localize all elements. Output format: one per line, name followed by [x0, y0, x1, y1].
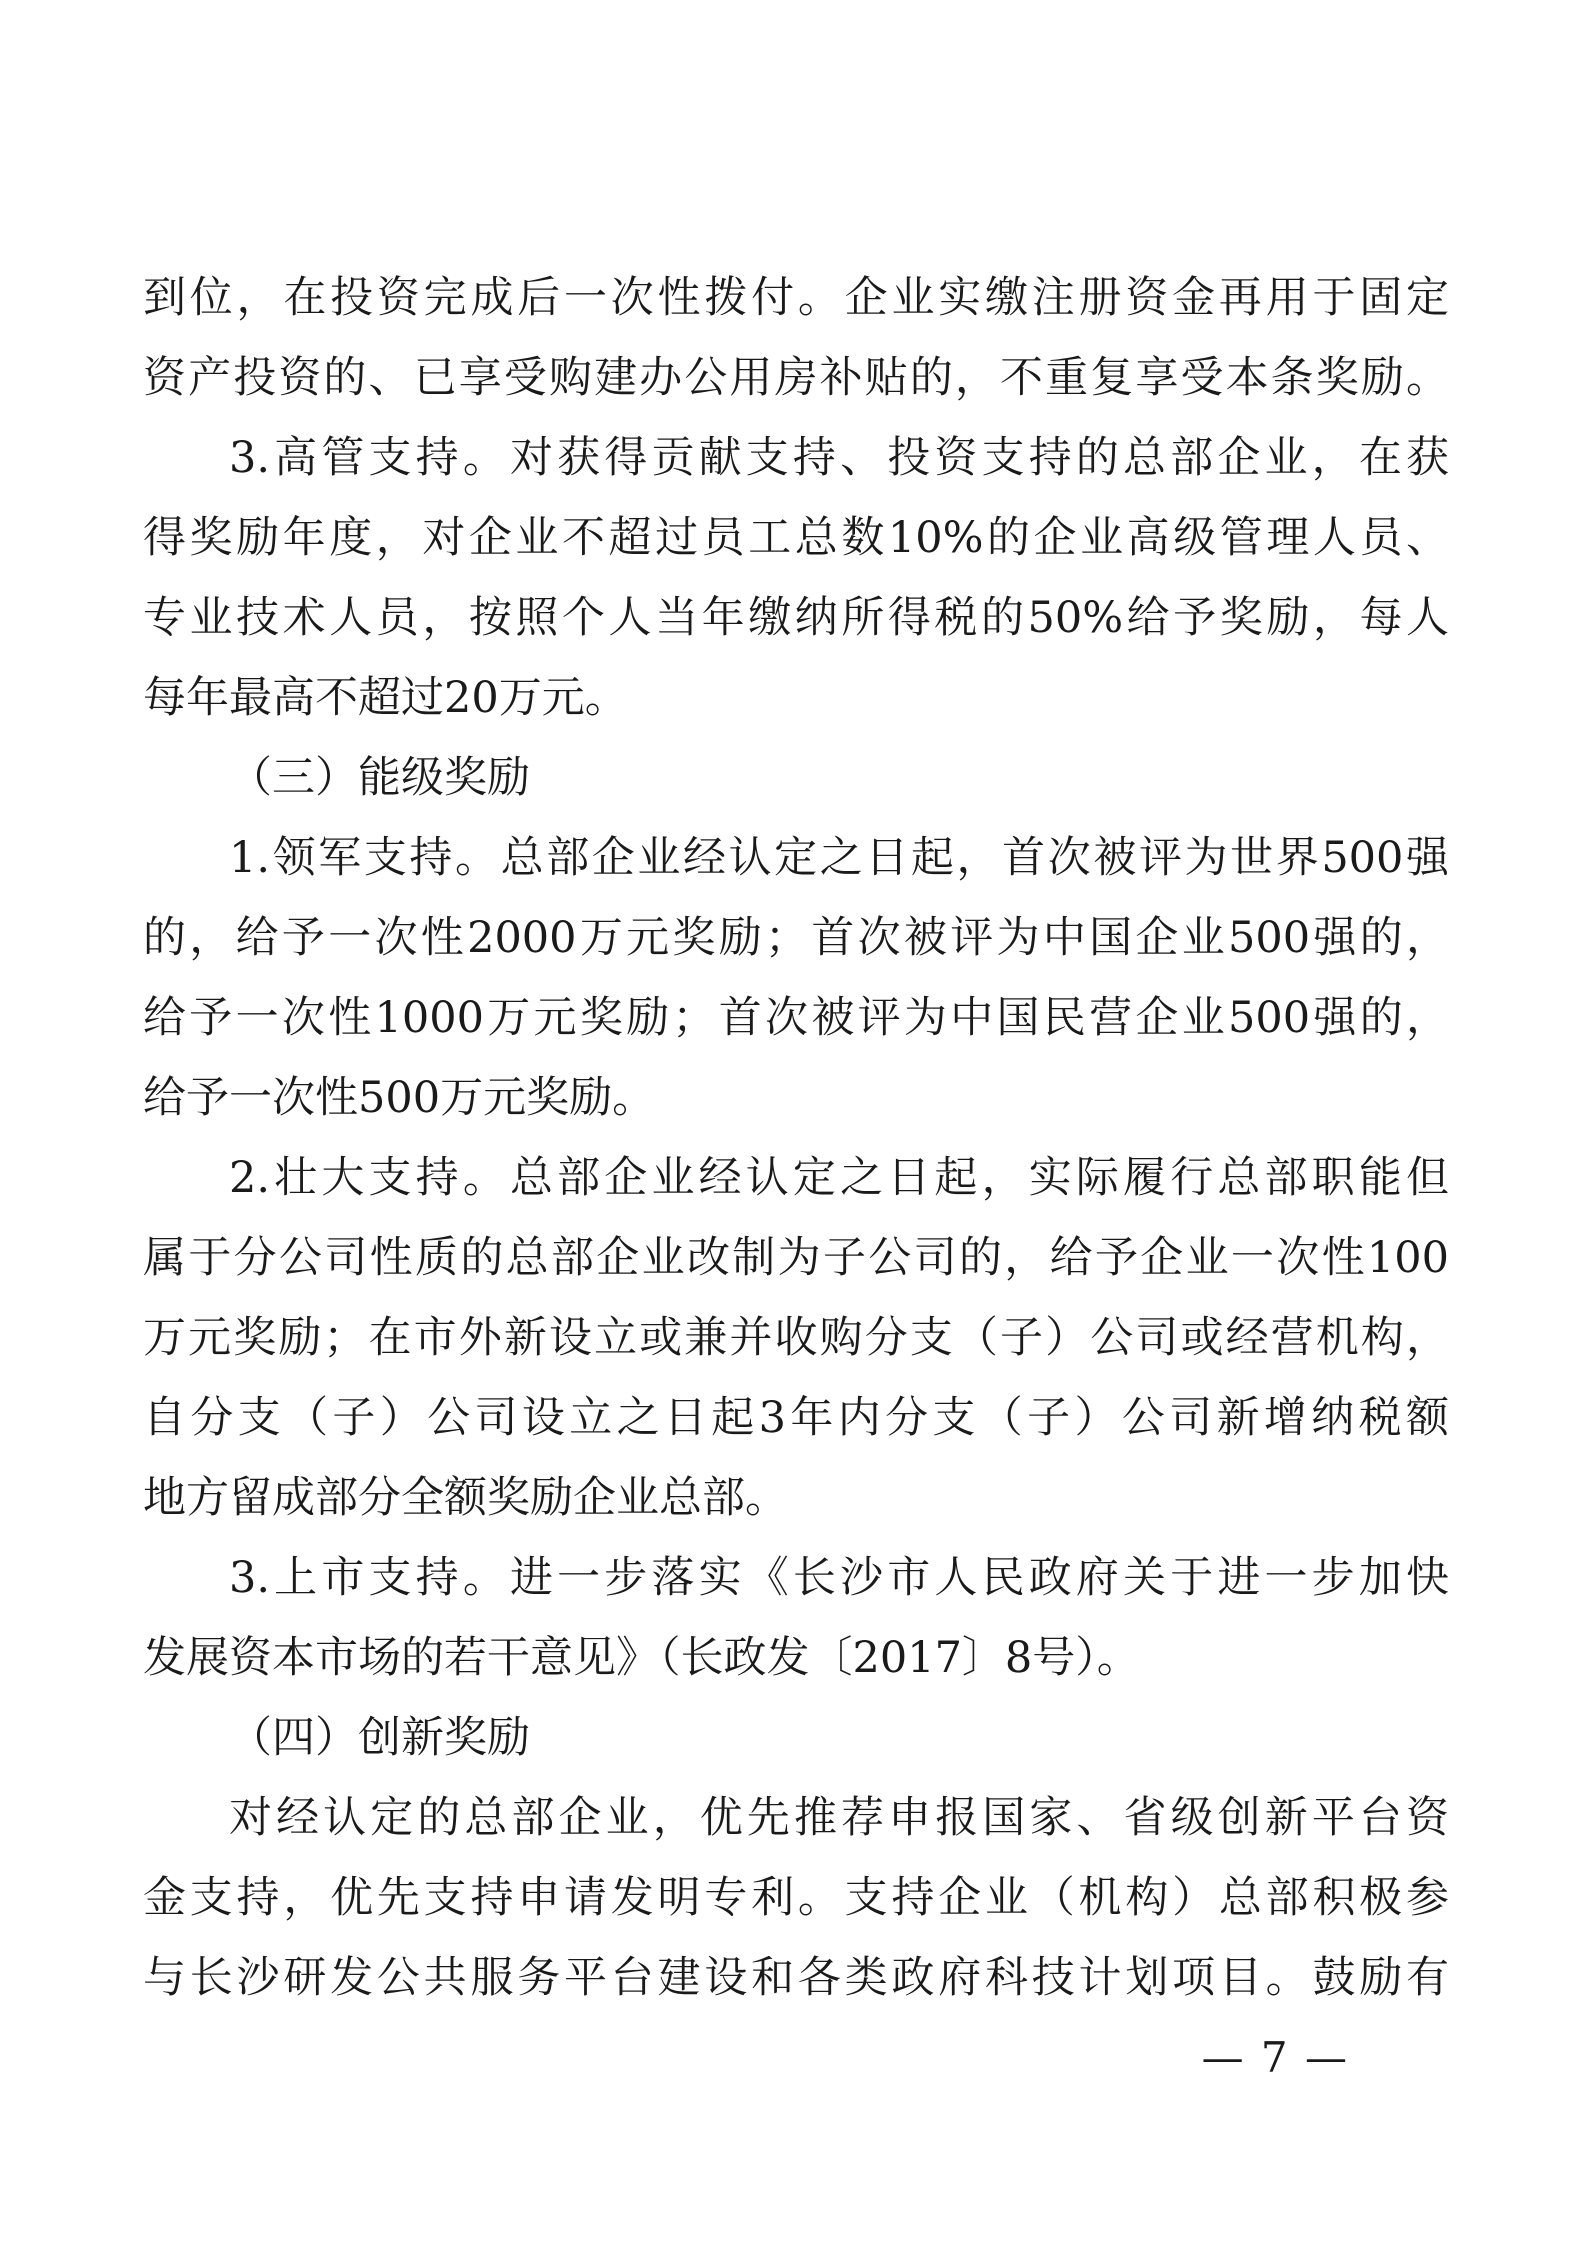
page-number: — 7 —: [1201, 2033, 1349, 2082]
text-line: 给予一次性1000万元奖励；首次被评为中国民营企业500强的，: [143, 993, 1449, 1043]
text-line: 给予一次性500万元奖励。: [143, 1073, 656, 1123]
text-line: 每年最高不超过20万元。: [143, 673, 628, 723]
text-line: 万元奖励；在市外新设立或兼并收购分支（子）公司或经营机构，: [143, 1313, 1449, 1363]
text-line: 专业技术人员，按照个人当年缴纳所得税的50%给予奖励，每人: [143, 593, 1449, 643]
text-line: 发展资本市场的若干意见》（长政发〔2017〕8号）。: [143, 1633, 1140, 1683]
text-line: 对经认定的总部企业，优先推荐申报国家、省级创新平台资: [229, 1793, 1449, 1843]
text-line: 金支持，优先支持申请发明专利。支持企业（机构）总部积极参: [143, 1873, 1449, 1923]
section-heading: （三）能级奖励: [229, 753, 530, 803]
section-heading: （四）创新奖励: [229, 1713, 530, 1763]
text-line: 得奖励年度，对企业不超过员工总数10%的企业高级管理人员、: [143, 513, 1449, 563]
text-line: 到位，在投资完成后一次性拨付。企业实缴注册资金再用于固定: [143, 273, 1449, 323]
text-line: 1.领军支持。总部企业经认定之日起，首次被评为世界500强: [229, 833, 1449, 883]
text-block: [143, 258, 1449, 2018]
text-line: 与长沙研发公共服务平台建设和各类政府科技计划项目。鼓励有: [143, 1953, 1449, 2003]
text-line: 自分支（子）公司设立之日起3年内分支（子）公司新增纳税额: [143, 1393, 1449, 1443]
text-line: 资产投资的、已享受购建办公用房补贴的，不重复享受本条奖励。: [143, 353, 1449, 403]
text-line: 属于分公司性质的总部企业改制为子公司的，给予企业一次性100: [143, 1233, 1449, 1283]
text-line: 2.壮大支持。总部企业经认定之日起，实际履行总部职能但: [229, 1153, 1449, 1203]
text-line: 3.高管支持。对获得贡献支持、投资支持的总部企业，在获: [229, 433, 1449, 483]
text-line: 地方留成部分全额奖励企业总部。: [143, 1473, 788, 1523]
text-line: 的，给予一次性2000万元奖励；首次被评为中国企业500强的，: [143, 913, 1449, 963]
text-line: 3.上市支持。进一步落实《长沙市人民政府关于进一步加快: [229, 1553, 1449, 1603]
